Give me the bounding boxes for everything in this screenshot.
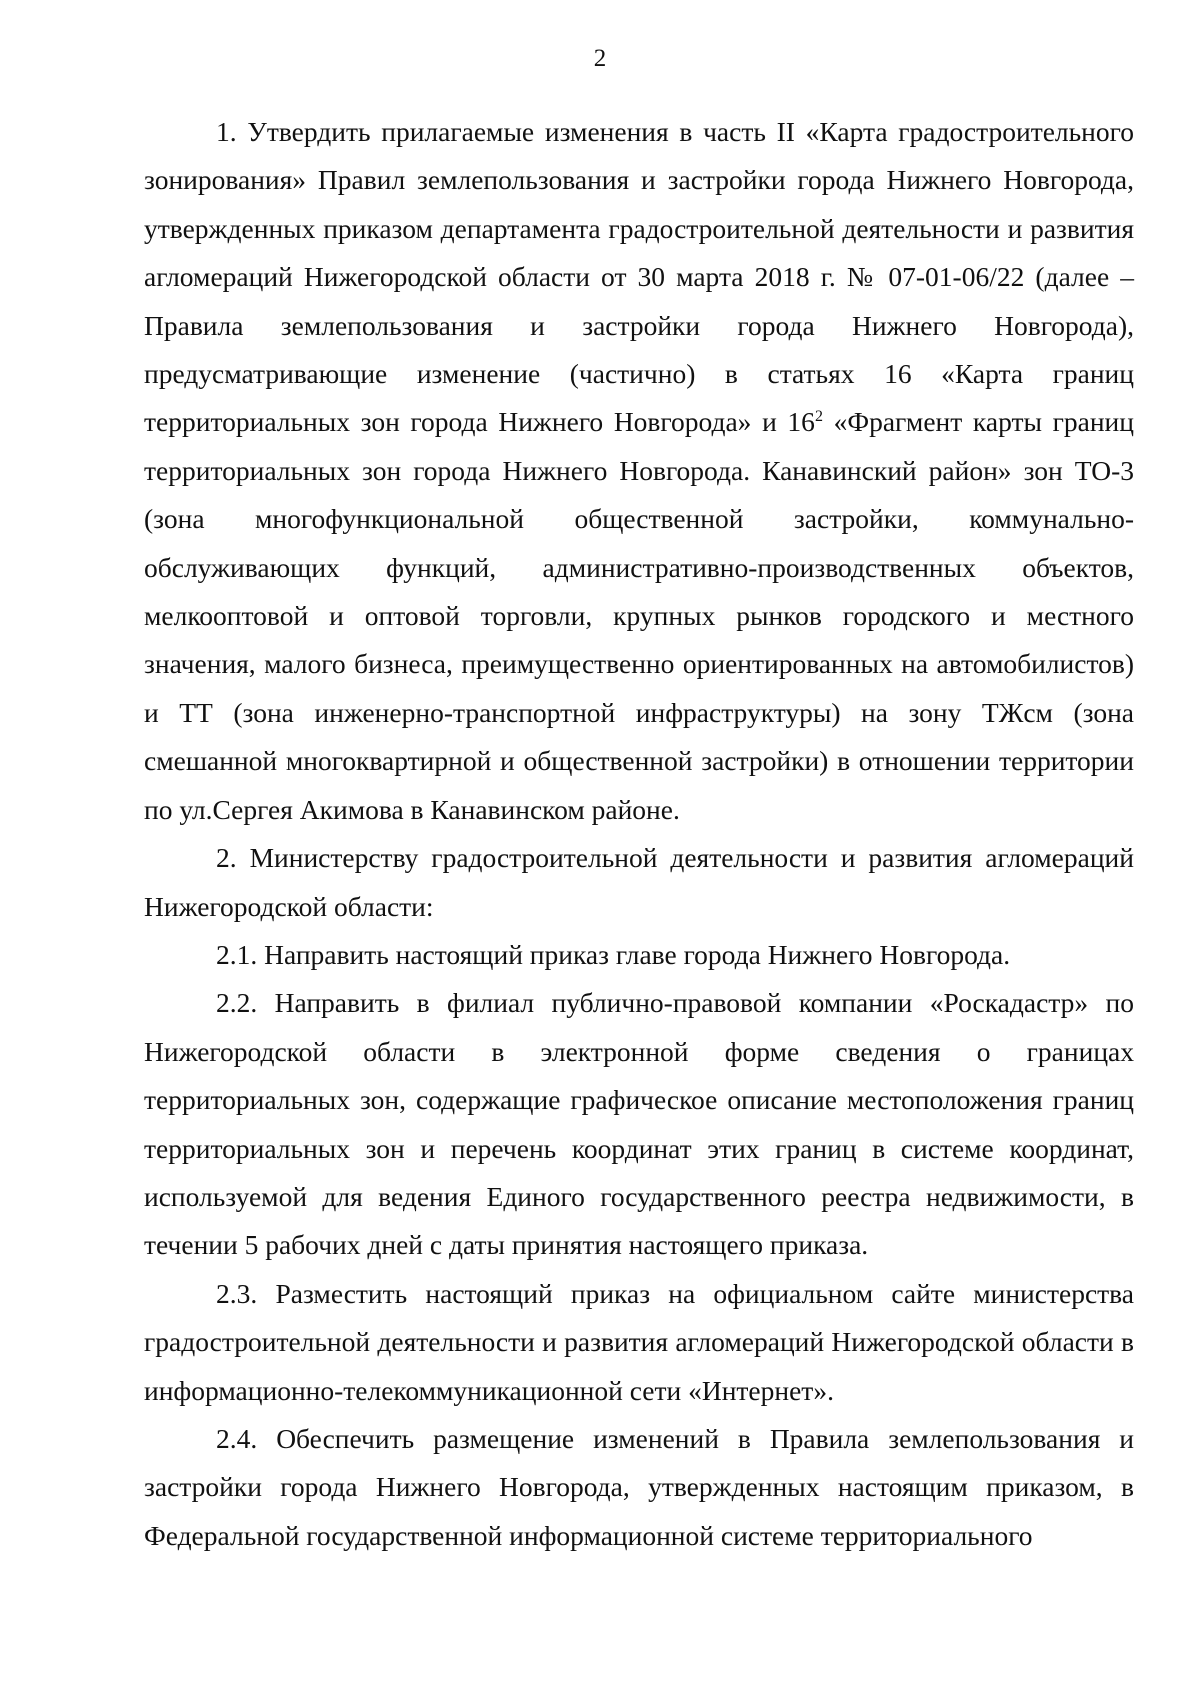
page-number: 2 (593, 45, 607, 72)
paragraph-2-4: 2.4. Обеспечить размещение изменений в Правила землепользования и застройки города Нижнего Новгорода, утвержденных настоящим приказом, в Федеральной государственной информационной системе территориального (144, 1422, 1134, 1551)
paragraph-1-text-end: «Фрагмент карты границ территориальных зон города Нижнего Новгорода. Канавинский район» зон ТО-3 (зона многофункциональной общественной застройки, коммунально-обслуживающих функций, административно-производственных объектов, мелкооптовой и оптовой торговли, крупных рынков городского и местного значения, малого бизнеса, преимущественно ориентированных на автомобилистов) и ТТ (зона инженерно-транспортной инфраструктуры) на зону ТЖсм (зона смешанной многоквартирной и общественной застройки) в отношении территории по ул.Сергея Акимова в Канавинском районе. (144, 406, 1134, 825)
paragraph-1-text-start: 1. Утвердить прилагаемые изменения в часть II «Карта градостроительного зонирования» Правил землепользования и застройки города Нижнего Новгорода, утвержденных приказом департамента градостроительной деятельности и развития агломераций Нижегородской области от 30 марта 2018 г. № 07-01-06/22 (далее – Правила землепользования и застройки города Нижнего Новгорода), предусматривающие изменение (частично) в статьях 16 «Карта границ территориальных зон города Нижнего Новгорода» и 16 (144, 116, 1134, 438)
document-body (144, 108, 1134, 1560)
paragraph-2-3: 2.3. Разместить настоящий приказ на официальном сайте министерства градостроительной деятельности и развития агломераций Нижегородской области в информационно-телекоммуникационной сети «Интернет». (144, 1277, 1134, 1406)
paragraph-2-2: 2.2. Направить в филиал публично-правовой компании «Роскадастр» по Нижегородской области в электронной форме сведения о границах территориальных зон, содержащие графическое описание местоположения границ территориальных зон и перечень координат этих границ в системе координат, используемой для ведения Единого государственного реестра недвижимости, в течении 5 рабочих дней с даты принятия настоящего приказа. (144, 987, 1134, 1261)
paragraph-2-1: 2.1. Направить настоящий приказ главе города Нижнего Новгорода. (216, 938, 1011, 970)
paragraph-1 (144, 108, 1134, 834)
paragraph-2: 2. Министерству градостроительной деятельности и развития агломераций Нижегородской области: (144, 842, 1134, 922)
article-superscript: 2 (814, 408, 823, 426)
